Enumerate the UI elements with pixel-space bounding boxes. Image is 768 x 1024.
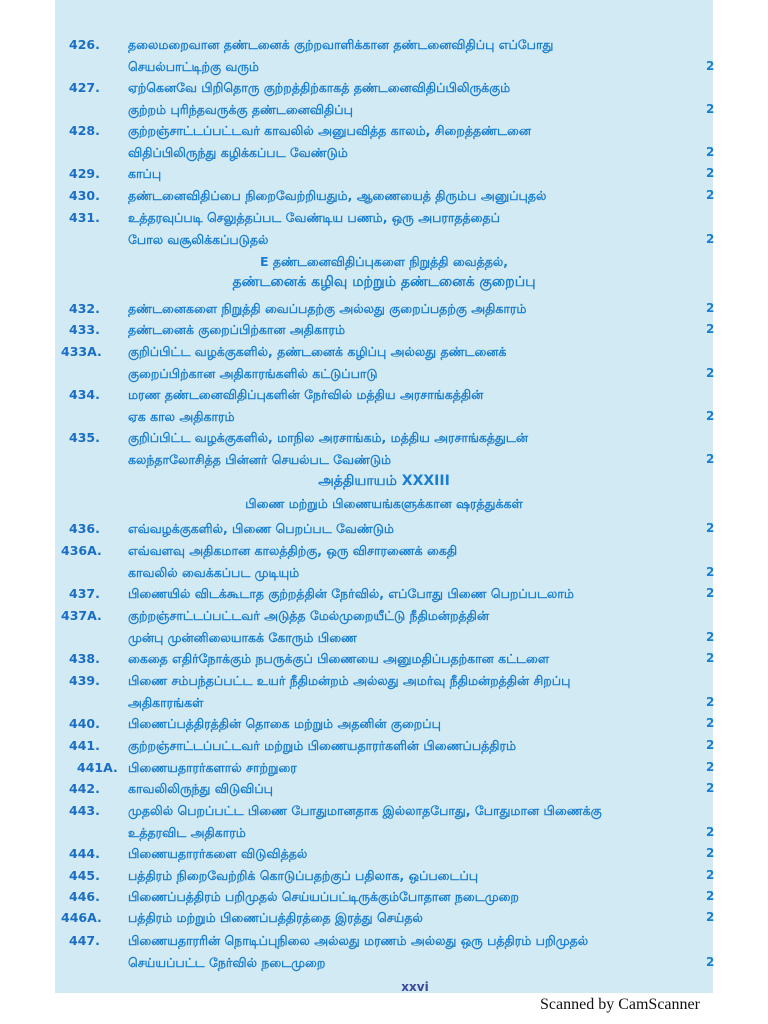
page-ref: 2 — [706, 738, 715, 752]
page-ref: 2 — [706, 565, 715, 579]
section-number: 446. — [69, 889, 100, 904]
section-title-line: செய்யப்பட்ட நேர்வில் நடைமுறை — [128, 955, 326, 970]
page-ref: 2 — [706, 322, 715, 336]
section-title-line: குற்றஞ்சாட்டப்பட்டவர் காவலில் அனுபவித்த காலம், சிறைத்தண்டனை — [128, 123, 531, 138]
section-number: 427. — [69, 80, 100, 95]
section-title-line: பிணையதாரர்களால் சாற்றுரை — [128, 760, 297, 775]
section-title-line: பிணைப்பத்திரத்தின் தொகை மற்றும் அதனின் குறைப்பு — [128, 716, 441, 731]
section-title-line: காவலிலிருந்து விடுவிப்பு — [128, 781, 273, 796]
section-title-line: குறைப்பிற்கான அதிகாரங்களில் கட்டுப்பாடு — [128, 366, 378, 381]
section-title-line: ஏக கால அதிகாரம் — [128, 409, 235, 424]
section-title-line: குறிப்பிட்ட வழக்குகளில், தண்டனைக் கழிப்பு அல்லது தண்டனைக் — [128, 344, 507, 359]
section-title-line: பத்திரம் நிறைவேற்றிக் கொடுப்பதற்குப் பதிலாக, ஒப்படைப்பு — [128, 868, 479, 883]
page-ref: 2 — [706, 452, 715, 466]
section-title-line: குறிப்பிட்ட வழக்குகளில், மாநில அரசாங்கம், மத்திய அரசாங்கத்துடன் — [128, 430, 528, 445]
section-number: 445. — [69, 868, 100, 883]
section-heading: E தண்டனைவிதிப்புகளை நிறுத்தி வைத்தல், — [259, 254, 509, 269]
page-ref: 2 — [706, 521, 715, 535]
section-title-line: உத்தரவுப்படி செலுத்தப்பட வேண்டிய பணம், ஒரு அபராதத்தைப் — [128, 210, 500, 225]
section-title-line: தண்டனைக் குறைப்பிற்கான அதிகாரம் — [128, 322, 346, 337]
section-title-line: தண்டனைவிதிப்பை நிறைவேற்றியதும், ஆணையைத் திரும்ப அனுப்புதல் — [128, 188, 547, 203]
document-page — [55, 0, 713, 993]
section-number: 430. — [69, 188, 100, 203]
section-title-line: ஏற்கெனவே பிறிதொரு குற்றத்திற்காகத் தண்டனைவிதிப்பிலிருக்கும் — [128, 80, 511, 95]
section-number: 441A. — [77, 760, 118, 775]
section-number: 429. — [69, 166, 100, 181]
chapter-title: அத்தியாயம் XXXIII — [318, 473, 450, 489]
section-number: 440. — [69, 716, 100, 731]
page-ref: 2 — [706, 695, 715, 709]
section-number: 447. — [69, 933, 100, 948]
section-number: 441. — [69, 738, 100, 753]
section-title-line: குற்றஞ்சாட்டப்பட்டவர் மற்றும் பிணையதாரர்களின் பிணைப்பத்திரம் — [128, 738, 517, 753]
page-ref: 2 — [706, 188, 715, 202]
page-ref: 2 — [706, 145, 715, 159]
page-ref: 2 — [706, 102, 715, 116]
section-title-line: போல வசூலிக்கப்படுதல் — [128, 232, 269, 247]
section-number: 435. — [69, 430, 100, 445]
chapter-subtitle: பிணை மற்றும் பிணையங்களுக்கான ஷரத்துக்கள் — [245, 496, 523, 511]
section-number: 443. — [69, 803, 100, 818]
section-number: 433A. — [61, 344, 102, 359]
section-title-line: பிணைப்பத்திரம் பறிமுதல் செய்யப்பட்டிருக்கும்போதான நடைமுறை — [128, 889, 519, 904]
page-ref: 2 — [706, 166, 715, 180]
section-title-line: எவ்வழக்குகளில், பிணை பெறப்பட வேண்டும் — [128, 521, 394, 536]
section-number: 436. — [69, 521, 100, 536]
section-number: 439. — [69, 673, 100, 688]
section-number: 446A. — [61, 910, 102, 925]
page-ref: 2 — [706, 846, 715, 860]
section-title-line: முன்பு முன்னிலையாகக் கோரும் பிணை — [128, 630, 357, 645]
page-ref: 2 — [706, 232, 715, 246]
section-title-line: கலந்தாலோசித்த பின்னர் செயல்பட வேண்டும் — [128, 452, 392, 467]
page-ref: 2 — [706, 301, 715, 315]
section-number: 438. — [69, 651, 100, 666]
page-ref: 2 — [706, 868, 715, 882]
section-title-line: உத்தரவிட அதிகாரம் — [128, 825, 246, 840]
page-ref: 2 — [706, 781, 715, 795]
section-title-line: அதிகாரங்கள் — [128, 695, 204, 710]
section-number: 426. — [69, 37, 100, 52]
page-ref: 2 — [706, 760, 715, 774]
section-title-line: மரண தண்டனைவிதிப்புகளின் நேர்வில் மத்திய அரசாங்கத்தின் — [128, 387, 484, 402]
section-title-line: குற்றம் புரிந்தவருக்கு தண்டனைவிதிப்பு — [128, 102, 353, 117]
section-number: 434. — [69, 387, 100, 402]
page-ref: 2 — [706, 910, 715, 924]
section-number: 431. — [69, 210, 100, 225]
section-title-line: தண்டனைகளை நிறுத்தி வைப்பதற்கு அல்லது குறைப்பதற்கு அதிகாரம் — [128, 301, 527, 316]
page-ref: 2 — [706, 366, 715, 380]
page-ref: 2 — [706, 825, 715, 839]
section-number: 437. — [69, 586, 100, 601]
page-ref: 2 — [706, 586, 715, 600]
page-ref: 2 — [706, 955, 715, 969]
page-ref: 2 — [706, 889, 715, 903]
section-title-line: முதலில் பெறப்பட்ட பிணை போதுமானதாக இல்லாதபோது, போதுமான பிணைக்கு — [128, 803, 602, 818]
section-title-line: பிணையில் விடக்கூடாத குற்றத்தின் நேர்வில், எப்போது பிணை பெறப்படலாம் — [128, 586, 574, 601]
section-title-line: குற்றஞ்சாட்டப்பட்டவர் அடுத்த மேல்முறையீட்டு நீதிமன்றத்தின் — [128, 608, 490, 623]
section-title-line: கைதை எதிர்நோக்கும் நபருக்குப் பிணையை அனுமதிப்பதற்கான கட்டளை — [128, 651, 550, 666]
section-number: 428. — [69, 123, 100, 138]
section-title-line: பிணையதாரரின் நொடிப்புநிலை அல்லது மரணம் அல்லது ஒரு பத்திரம் பறிமுதல் — [128, 933, 589, 948]
section-number: 433. — [69, 322, 100, 337]
page-ref: 2 — [706, 716, 715, 730]
section-title-line: விதிப்பிலிருந்து கழிக்கப்பட வேண்டும் — [128, 145, 348, 160]
section-title-line: எவ்வளவு அதிகமான காலத்திற்கு, ஒரு விசாரணைக் கைதி — [128, 543, 458, 558]
section-heading: தண்டனைக் கழிவு மற்றும் தண்டனைக் குறைப்பு — [232, 274, 536, 290]
section-number: 436A. — [61, 543, 102, 558]
section-number: 444. — [69, 846, 100, 861]
section-number: 437A. — [61, 608, 102, 623]
page-ref: 2 — [706, 651, 715, 665]
section-title-line: தலைமறைவான தண்டனைக் குற்றவாளிக்கான தண்டனைவிதிப்பு எப்போது — [128, 37, 554, 52]
section-title-line: செயல்பாட்டிற்கு வரும் — [128, 59, 259, 74]
section-title-line: காப்பு — [128, 166, 162, 181]
section-title-line: பத்திரம் மற்றும் பிணைப்பத்திரத்தை இரத்து செய்தல் — [128, 910, 423, 925]
page-ref: 2 — [706, 630, 715, 644]
scanner-watermark: Scanned by CamScanner — [540, 996, 700, 1013]
page-ref: 2 — [706, 409, 715, 423]
section-number: 432. — [69, 301, 100, 316]
section-title-line: காவலில் வைக்கப்பட முடியும் — [128, 565, 300, 580]
section-number: 442. — [69, 781, 100, 796]
section-title-line: பிணையதாரர்களை விடுவித்தல் — [128, 846, 308, 861]
page-ref: 2 — [706, 59, 715, 73]
page-number: xxvi — [401, 980, 429, 994]
section-title-line: பிணை சம்பந்தப்பட்ட உயர் நீதிமன்றம் அல்லது அமர்வு நீதிமன்றத்தின் சிறப்பு — [128, 673, 571, 688]
